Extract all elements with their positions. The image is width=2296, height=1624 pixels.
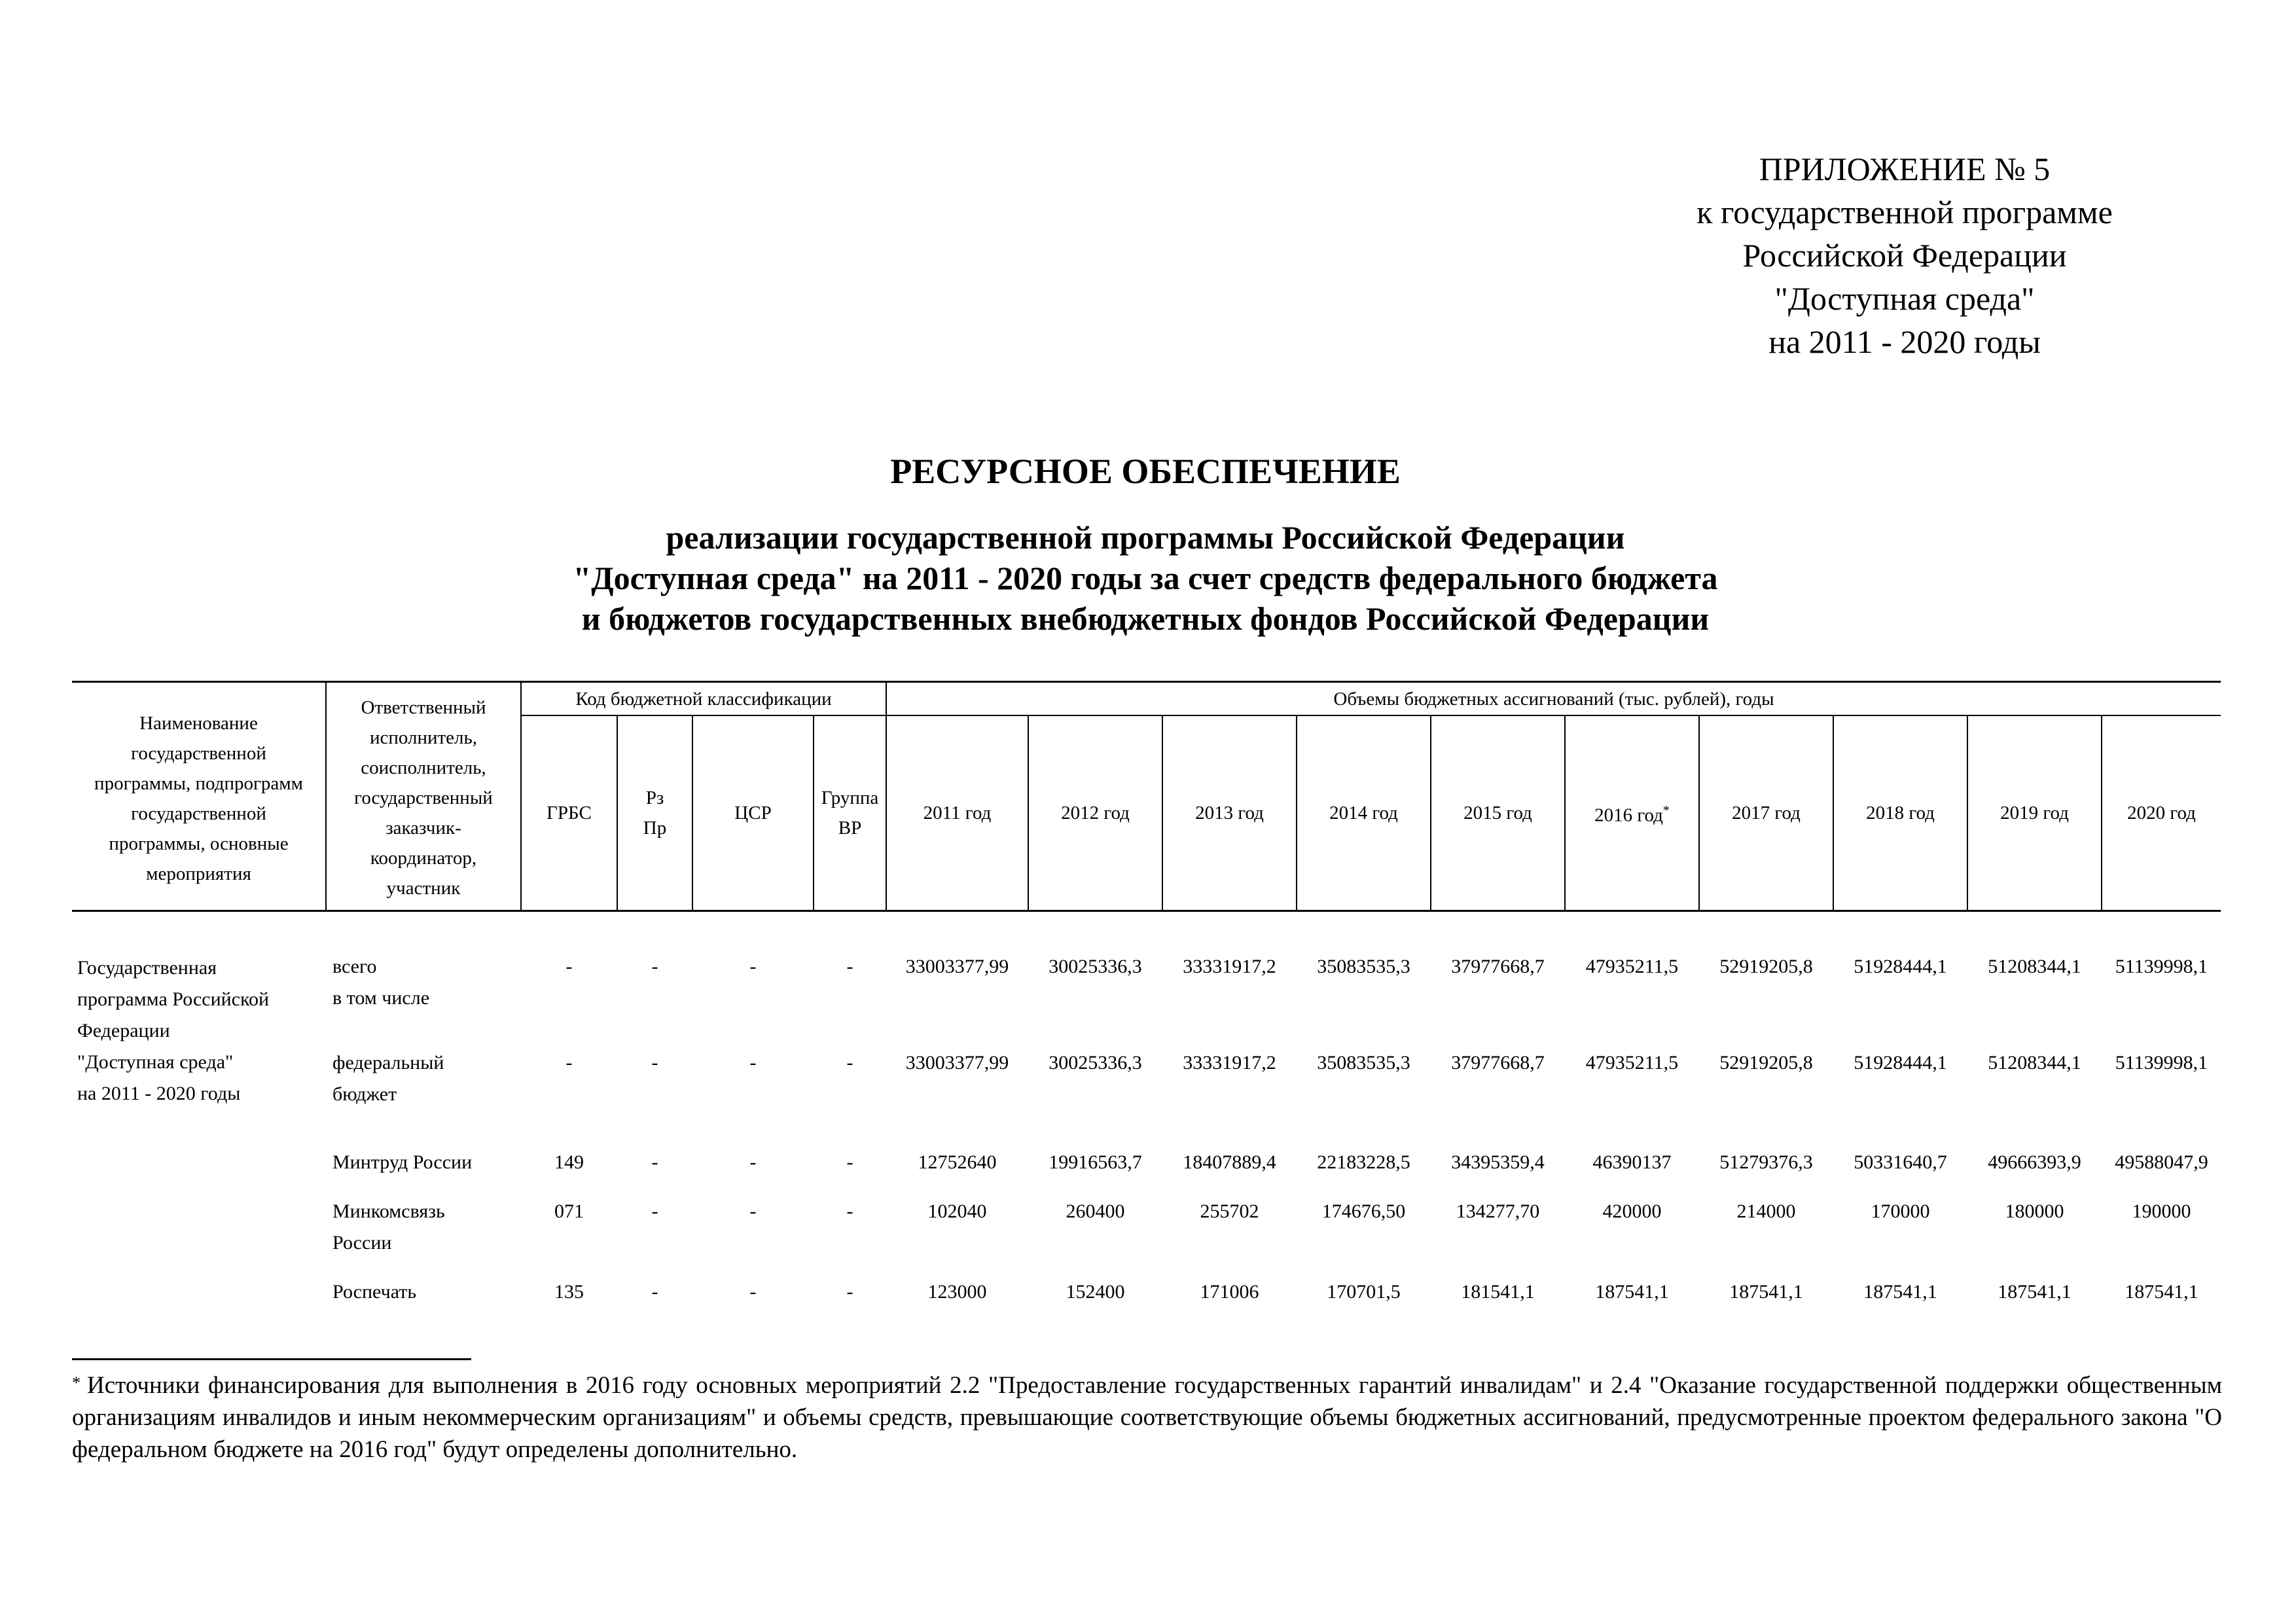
amount-cell: 134277,70 [1456,1200,1540,1222]
appendix-line: "Доступная среда" [1774,280,2035,317]
rzpr-cell: - [651,956,658,977]
header-year: 2012 год [1061,803,1130,823]
amount-cell: 214000 [1736,1200,1796,1222]
footnote-mark: * [72,1373,81,1392]
amount-cell: 187541,1 [1863,1281,1937,1303]
header-line: государственный [354,787,493,808]
amount-cell: 52919205,8 [1719,1052,1813,1074]
header-line: Ответственный [361,697,486,718]
header-year: 2017 год [1732,803,1801,823]
document-subtitle [72,517,2219,639]
amount-cell: 47935211,5 [1585,1052,1679,1074]
grbs-cell: - [565,956,573,977]
amount-cell: 49588047,9 [2115,1151,2208,1173]
amount-cell: 174676,50 [1321,1200,1406,1222]
program-name-line: на 2011 - 2020 годы [77,1083,241,1104]
amount-cell: 171006 [1200,1281,1259,1303]
header-line: исполнитель, [369,727,477,748]
appendix-line: ПРИЛОЖЕНИЕ № 5 [1759,151,2051,187]
program-name-line: Государственная [77,957,217,979]
amount-cell: 102040 [927,1200,987,1222]
header-line: участник [386,878,461,899]
csr-cell: - [749,1200,757,1222]
amount-cell: 187541,1 [1729,1281,1803,1303]
amount-cell: 170701,5 [1327,1281,1401,1303]
grbs-cell: - [565,1052,573,1074]
amount-cell: 37977668,7 [1451,956,1545,977]
header-line: соисполнитель, [361,757,486,778]
header-year: 2013 год [1195,803,1264,823]
appendix-line: к государственной программе [1696,194,2113,230]
csr-cell: - [749,1281,757,1303]
program-name-line: Федерации [77,1020,170,1041]
vr-cell: - [846,1052,853,1074]
amount-cell: 35083535,3 [1317,956,1410,977]
amount-cell: 49666393,9 [1988,1151,2081,1173]
amount-cell: 50331640,7 [1854,1151,1947,1173]
header-line: государственной [131,803,266,824]
executor-line: в том числе [332,987,430,1009]
vr-cell: - [846,956,853,977]
header-line: координатор, [370,848,477,869]
header-vr [814,716,886,910]
amount-cell: 18407889,4 [1183,1151,1276,1173]
header-year: 2015 год [1463,803,1532,823]
header-line: государственной [131,743,266,764]
grbs-cell: 135 [554,1281,584,1303]
header-budget-code-group: Код бюджетной классификации [575,688,832,710]
amount-cell: 33003377,99 [905,956,1009,977]
footnote [72,1369,2222,1466]
subtitle-line: "Доступная среда" на 2011 - 2020 годы за счет средств федерального бюджета [573,560,1718,596]
amount-cell: 51139998,1 [2115,1052,2208,1074]
header-grbs: ГРБС [547,803,592,823]
footnote-mark: * [1662,803,1670,818]
executor-cell [332,1276,416,1308]
csr-cell: - [749,1052,757,1074]
header-line: заказчик- [386,818,461,839]
amount-cell: 51279376,3 [1719,1151,1813,1173]
amount-cell: 33331917,2 [1183,956,1276,977]
subtitle-line: и бюджетов государственных внебюджетных фондов Российской Федерации [581,600,1710,637]
header-year: 2014 год [1329,803,1398,823]
program-name-cell [77,952,269,1110]
amount-cell: 51208344,1 [1988,956,2081,977]
amount-cell: 420000 [1602,1200,1662,1222]
grbs-cell: 071 [554,1200,584,1222]
amount-cell: 22183228,5 [1317,1151,1410,1173]
header-line: программы, основные [109,833,289,854]
header-line: Наименование [139,713,258,734]
subtitle-line: реализации государственной программы Российской Федерации [666,519,1625,556]
header-executor [327,686,520,910]
amount-cell: 33003377,99 [905,1052,1009,1074]
executor-line: Роспечать [332,1281,417,1303]
program-name-line: программа Российской [77,988,270,1010]
header-line: программы, подпрограмм [94,773,303,794]
header-csr: ЦСР [734,803,772,823]
rzpr-cell: - [651,1151,658,1173]
amount-cell: 12752640 [918,1151,997,1173]
amount-cell: 180000 [2005,1200,2064,1222]
amount-cell: 52919205,8 [1719,956,1813,977]
footnote-rule [72,1358,471,1360]
header-line: мероприятия [146,863,251,884]
amount-cell: 30025336,3 [1049,1052,1142,1074]
rzpr-cell: - [651,1052,658,1074]
rzpr-cell: - [651,1200,658,1222]
amount-cell: 187541,1 [2125,1281,2198,1303]
amount-cell: 260400 [1066,1200,1125,1222]
header-bottom-rule [72,910,2221,912]
executor-cell [332,1147,472,1178]
amount-cell: 37977668,7 [1451,1052,1545,1074]
amount-cell: 35083535,3 [1317,1052,1410,1074]
amount-cell: 51139998,1 [2115,956,2208,977]
amount-cell: 123000 [927,1281,987,1303]
amount-cell: 51928444,1 [1854,1052,1947,1074]
vr-cell: - [846,1200,853,1222]
amount-cell: 187541,1 [1998,1281,2072,1303]
executor-line: всего [332,956,377,977]
header-line: Рз [645,787,664,808]
amount-cell: 46390137 [1592,1151,1672,1173]
header-line: Группа [821,787,879,808]
amount-cell: 190000 [2132,1200,2191,1222]
appendix-line: на 2011 - 2020 годы [1768,323,2041,360]
executor-line: Минтруд России [332,1151,473,1173]
amount-cell: 33331917,2 [1183,1052,1276,1074]
header-volumes-group: Объемы бюджетных ассигнований (тыс. рублей), годы [1333,688,1774,710]
amount-cell: 170000 [1871,1200,1930,1222]
amount-cell: 152400 [1066,1281,1125,1303]
header-year: 2019 год [2000,803,2069,823]
grbs-cell: 149 [554,1151,584,1173]
appendix-header [1597,147,2212,363]
header-program-name [72,697,325,900]
executor-line: Минкомсвязь [332,1200,445,1222]
header-line: ВР [838,818,862,839]
header-year: 2018 год [1866,803,1935,823]
vr-cell: - [846,1151,853,1173]
amount-cell: 187541,1 [1595,1281,1669,1303]
rzpr-cell: - [651,1281,658,1303]
footnote-text: Источники финансирования для выполнения в 2016 году основных мероприятий 2.2 "Предоставление государственных гарантий инвалидам" и 2.4 "Оказание государственной поддержки общественным организациям инвалидов и иным некоммерческим организациям" и объемы средств, превышающие соответствующие объемы бюджетных ассигнований, предусмотренные проектом федерального закона "О федеральном бюджете на 2016 год" будут определены дополнительно. [72,1372,2222,1463]
program-name-line: "Доступная среда" [77,1051,234,1073]
amount-cell: 51208344,1 [1988,1052,2081,1074]
header-year: 2020 год [2127,803,2196,823]
vr-cell: - [846,1281,853,1303]
amount-cell: 30025336,3 [1049,956,1142,977]
header-year-2016 [1566,716,1698,910]
csr-cell: - [749,956,757,977]
header-year: 2011 год [923,803,992,823]
amount-cell: 181541,1 [1461,1281,1535,1303]
header-line: Пр [643,818,667,839]
document-title: РЕСУРСНОЕ ОБЕСПЕЧЕНИЕ [890,452,1401,491]
amount-cell: 34395359,4 [1451,1151,1545,1173]
executor-line: федеральный [332,1052,444,1074]
executor-cell [332,1196,445,1259]
header-line: 2016 год [1594,804,1663,826]
executor-line: бюджет [332,1083,397,1105]
executor-line: России [332,1232,392,1254]
appendix-line: Российской Федерации [1742,237,2067,274]
csr-cell: - [749,1151,757,1173]
amount-cell: 51928444,1 [1854,956,1947,977]
amount-cell: 19916563,7 [1049,1151,1142,1173]
executor-cell [332,1047,444,1110]
amount-cell: 47935211,5 [1585,956,1679,977]
header-rzpr [618,716,692,910]
executor-cell [332,951,429,1014]
amount-cell: 255702 [1200,1200,1259,1222]
